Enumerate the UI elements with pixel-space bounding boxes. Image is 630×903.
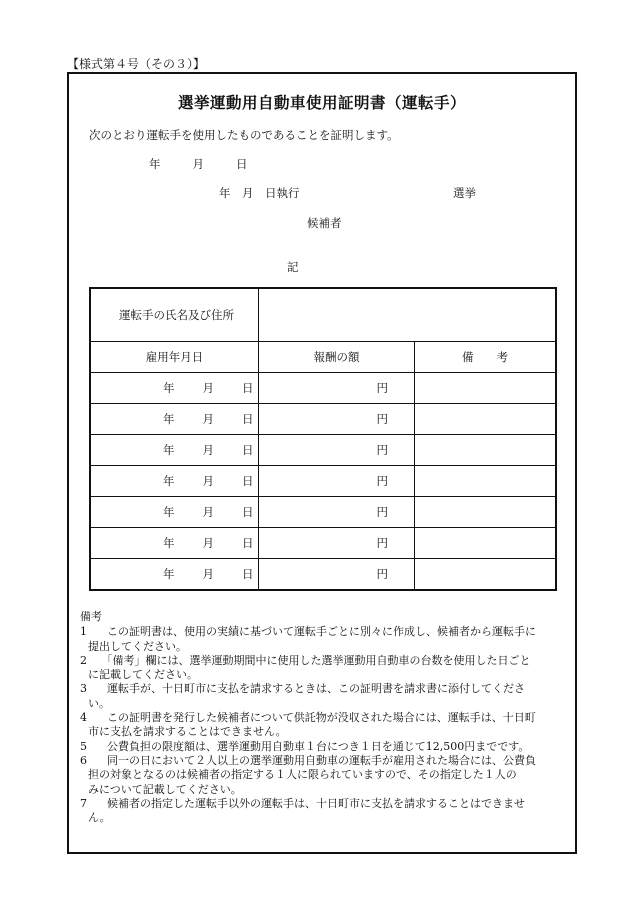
note-item: 6 同一の日において２人以上の選挙運動用自動車の運転手が雇用された場合には、公費負 担の対象となるのは候補者の指定する１人に限られていますので、その指定した１人の みについて記載してください。 [80, 753, 536, 796]
driver-name-row [90, 288, 556, 342]
header-remarks: 備 考 [415, 342, 557, 373]
table-row [90, 404, 556, 435]
remarks-cell[interactable] [415, 528, 557, 559]
table-row [90, 528, 556, 559]
employment-date-cell[interactable]: 年 月 日 [90, 559, 259, 591]
table-row [90, 559, 556, 591]
driver-name-field[interactable] [259, 288, 557, 342]
election-label: 選挙 [453, 186, 476, 200]
driver-table [89, 287, 557, 591]
form-number-label: 【様式第４号（その３）】 [67, 57, 206, 71]
driver-name-label: 運転手の氏名及び住所 [119, 308, 234, 322]
note-item: 1 この証明書は、使用の実績に基づいて運転手ごとに別々に作成し、候補者から運転手に 提出してください。 [80, 625, 536, 653]
employment-date-cell[interactable]: 年 月 日 [90, 466, 259, 497]
table-header-row [90, 342, 556, 373]
employment-date-cell[interactable]: 年 月 日 [90, 435, 259, 466]
note-item: 2 「備考」欄には、選挙運動期間中に使用した選挙運動用自動車の台数を使用した日ごと に記載してください。 [80, 653, 531, 682]
document-title: 選挙運動用自動車使用証明書（運転手） [177, 93, 466, 112]
notes-section [80, 610, 570, 825]
intro-text: 次のとおり運転手を使用したものであることを証明します。 [89, 128, 399, 142]
table-row [90, 373, 556, 404]
compensation-cell[interactable]: 円 [259, 559, 415, 591]
compensation-cell[interactable]: 円 [259, 404, 415, 435]
candidate-label: 候補者 [307, 216, 342, 230]
remarks-cell[interactable] [415, 435, 557, 466]
date-month: 月 [192, 157, 204, 171]
remarks-cell[interactable] [415, 373, 557, 404]
compensation-cell[interactable]: 円 [259, 373, 415, 404]
table-row [90, 497, 556, 528]
table-row [90, 435, 556, 466]
compensation-cell[interactable]: 円 [259, 497, 415, 528]
header-employment-date: 雇用年月日 [90, 342, 259, 373]
compensation-cell[interactable]: 円 [259, 528, 415, 559]
date-year: 年 [149, 157, 161, 171]
note-item: 4 この証明書を発行した候補者について供託物が没収された場合には、運転手は、十日町 市に支払を請求することはできません。 [80, 711, 536, 739]
notes-heading: 備考 [80, 610, 102, 623]
certificate-date [149, 156, 248, 172]
header-compensation: 報酬の額 [259, 342, 415, 373]
table-row [90, 466, 556, 497]
note-item: 5 公費負担の限度額は、選挙運動用自動車１台につき１日を通じて12,500円までです。 [80, 739, 530, 753]
execution-date: 年 月 日執行 [219, 186, 300, 200]
remarks-cell[interactable] [415, 404, 557, 435]
compensation-cell[interactable]: 円 [259, 466, 415, 497]
ki-label: 記 [287, 260, 299, 274]
date-day: 日 [236, 157, 248, 171]
remarks-cell[interactable] [415, 497, 557, 528]
compensation-cell[interactable]: 円 [259, 435, 415, 466]
employment-date-cell[interactable]: 年 月 日 [90, 497, 259, 528]
remarks-cell[interactable] [415, 466, 557, 497]
driver-name-label-cell [90, 288, 259, 342]
note-item: 3 運転手が、十日町市に支払を請求するときは、この証明書を請求書に添付してくださ い。 [80, 682, 525, 710]
employment-date-cell[interactable]: 年 月 日 [90, 373, 259, 404]
note-item: 7 候補者の指定した運転手以外の運転手は、十日町市に支払を請求することはできませ ん。 [80, 796, 525, 825]
employment-date-cell[interactable]: 年 月 日 [90, 404, 259, 435]
remarks-cell[interactable] [415, 559, 557, 591]
employment-date-cell[interactable]: 年 月 日 [90, 528, 259, 559]
